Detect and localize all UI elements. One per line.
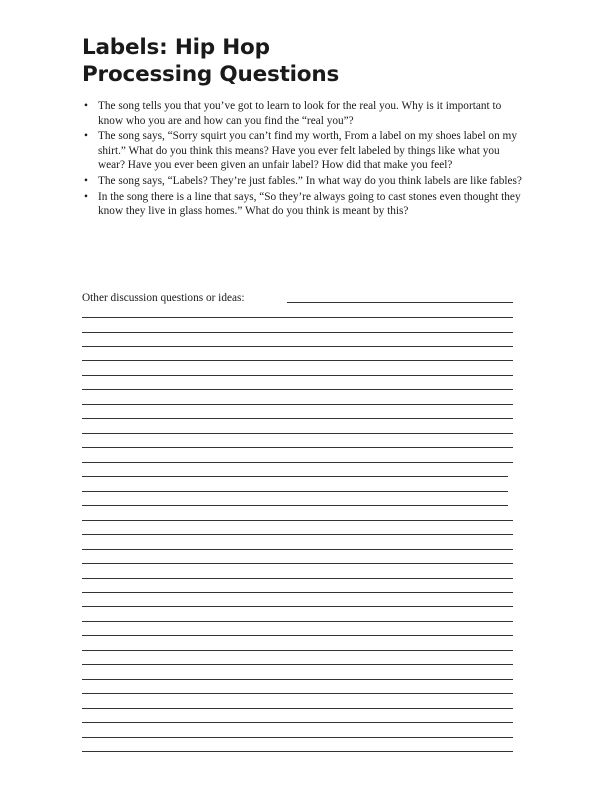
writing-line[interactable]	[82, 389, 513, 390]
page-title	[82, 34, 339, 88]
writing-line[interactable]	[82, 722, 513, 723]
title-line-1: Labels: Hip Hop	[82, 35, 270, 60]
other-discussion-prompt: Other discussion questions or ideas:	[82, 292, 245, 304]
writing-line[interactable]	[82, 332, 513, 333]
writing-line[interactable]	[82, 433, 513, 434]
question-item	[82, 129, 522, 173]
question-item	[82, 99, 522, 128]
question-item	[82, 190, 522, 219]
writing-line[interactable]	[82, 664, 513, 665]
writing-line[interactable]	[82, 404, 513, 405]
bullet-icon: •	[84, 190, 88, 203]
writing-line[interactable]	[82, 693, 513, 694]
writing-line[interactable]	[82, 650, 513, 651]
writing-line[interactable]	[82, 635, 513, 636]
writing-line-first[interactable]	[287, 302, 513, 303]
writing-line[interactable]	[82, 491, 508, 492]
writing-line[interactable]	[82, 679, 513, 680]
writing-line[interactable]	[82, 592, 513, 593]
writing-line[interactable]	[82, 606, 513, 607]
writing-line[interactable]	[82, 505, 508, 506]
writing-line[interactable]	[82, 737, 513, 738]
writing-line[interactable]	[82, 751, 513, 752]
question-text: The song says, “Sorry squirt you can’t find my worth, From a label on my shoes label on my shirt.” What do you think this means? Have you ever felt labeled by things like what you wear? Have you ever been given an unfair label? How did that make you feel?	[98, 130, 517, 172]
question-item	[82, 174, 522, 189]
bullet-icon: •	[84, 174, 88, 187]
writing-line[interactable]	[82, 360, 513, 361]
writing-line[interactable]	[82, 549, 513, 550]
processing-questions-list	[82, 99, 522, 220]
writing-line[interactable]	[82, 346, 513, 347]
writing-line[interactable]	[82, 462, 513, 463]
writing-line[interactable]	[82, 447, 513, 448]
question-text: The song tells you that you’ve got to learn to look for the real you. Why is it important to know who you are and how can you find the “real you”?	[98, 100, 502, 127]
bullet-icon: •	[84, 130, 88, 143]
bullet-icon: •	[84, 100, 88, 112]
writing-line[interactable]	[82, 708, 513, 709]
writing-line[interactable]	[82, 578, 513, 579]
writing-line[interactable]	[82, 476, 508, 477]
question-text: The song says, “Labels? They’re just fables.” In what way do you think labels are like fables?	[98, 174, 522, 187]
writing-line[interactable]	[82, 317, 513, 318]
writing-line[interactable]	[82, 563, 513, 564]
writing-line[interactable]	[82, 520, 513, 521]
title-line-2: Processing Questions	[82, 62, 340, 87]
writing-line[interactable]	[82, 418, 513, 419]
question-text: In the song there is a line that says, “So they’re always going to cast stones even thought they know they live in glass homes.” What do you think is meant by this?	[98, 190, 521, 218]
writing-line[interactable]	[82, 375, 513, 376]
writing-line[interactable]	[82, 621, 513, 622]
writing-line[interactable]	[82, 534, 513, 535]
